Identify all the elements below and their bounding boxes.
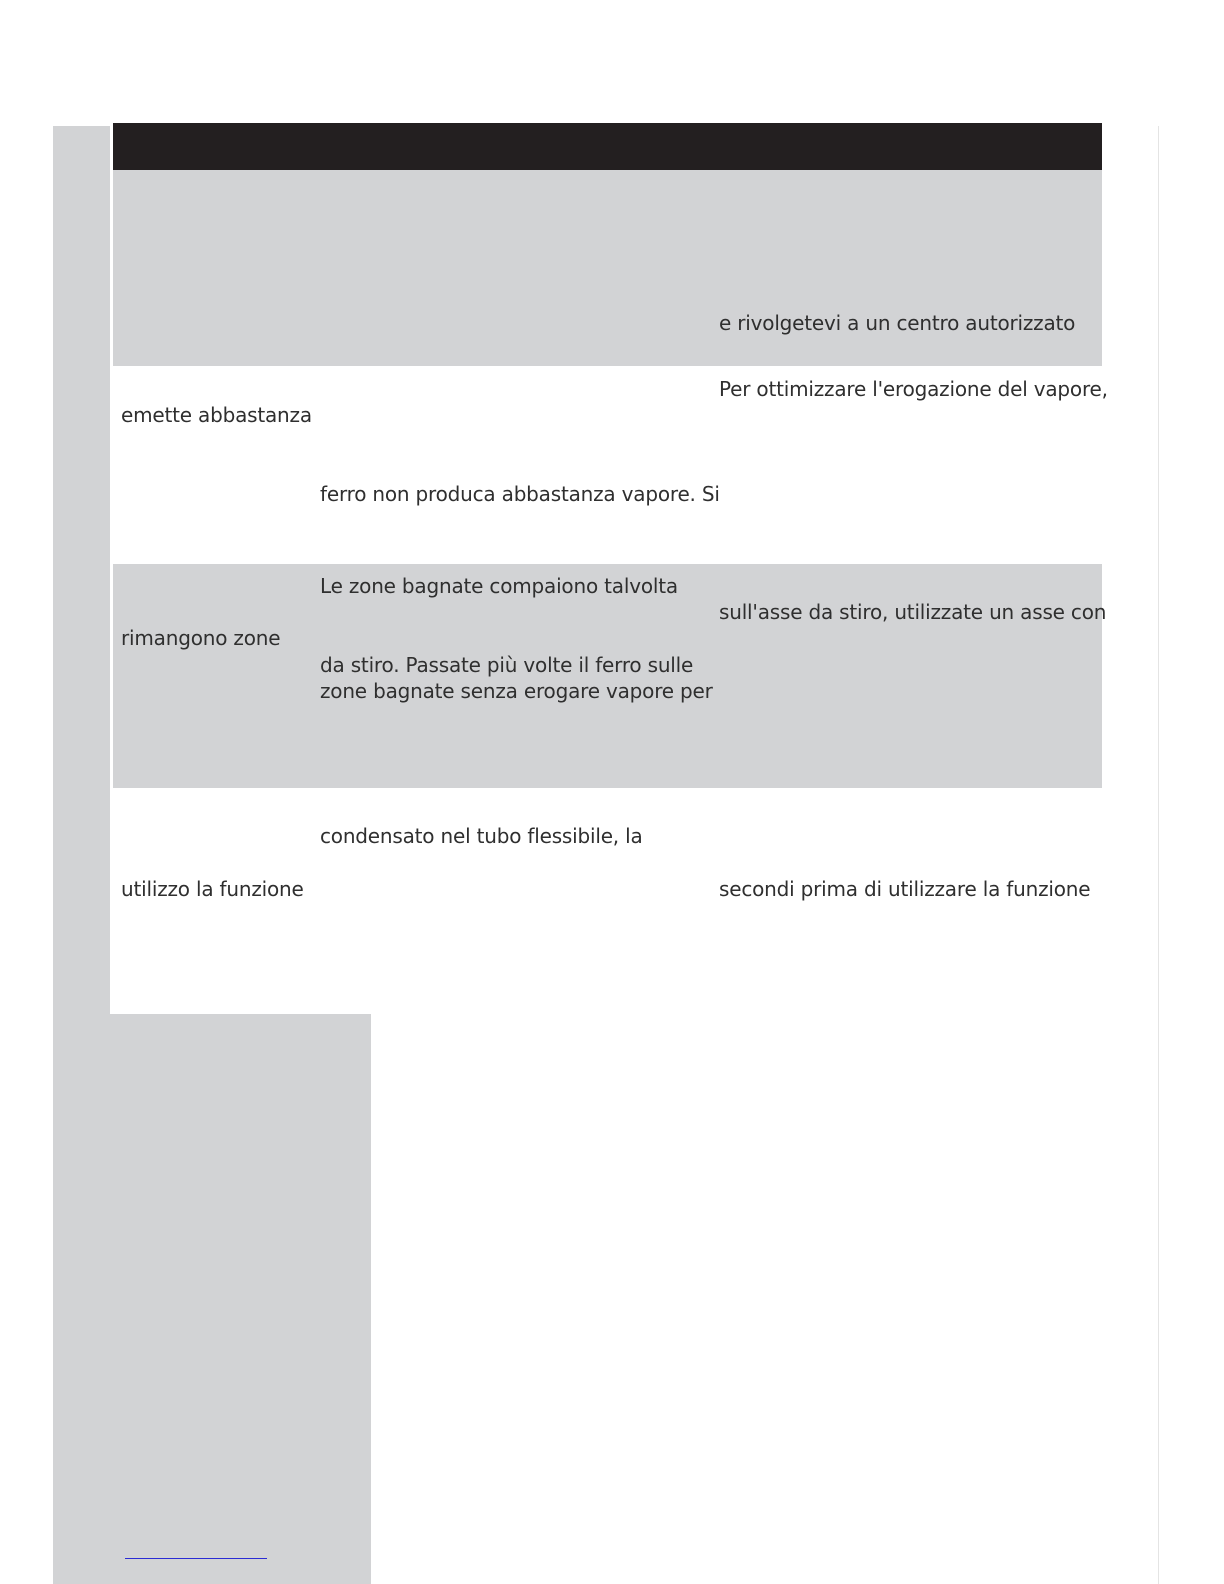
cause-text: Le zone bagnate compaiono talvolta bbox=[320, 574, 678, 598]
page-side-panel bbox=[53, 1014, 371, 1584]
cause-text: zone bagnate senza erogare vapore per bbox=[320, 679, 713, 703]
page-right-rule bbox=[1158, 126, 1159, 1584]
link-underline[interactable] bbox=[125, 1558, 267, 1559]
table-header-bar bbox=[113, 123, 1102, 170]
problem-text: emette abbastanza bbox=[121, 403, 312, 427]
solution-text: sull'asse da stiro, utilizzate un asse con bbox=[719, 600, 1107, 624]
cause-text: condensato nel tubo flessibile, la bbox=[320, 824, 643, 848]
table-row bbox=[113, 170, 1102, 366]
cause-text: ferro non produca abbastanza vapore. Si bbox=[320, 482, 720, 506]
table-row bbox=[113, 366, 1108, 564]
solution-text: secondi prima di utilizzare la funzione bbox=[719, 877, 1091, 901]
solution-text: Per ottimizzare l'erogazione del vapore, bbox=[719, 377, 1108, 401]
cause-text: da stiro. Passate più volte il ferro sulle bbox=[320, 653, 694, 677]
solution-text: e rivolgetevi a un centro autorizzato bbox=[719, 311, 1076, 335]
table-row bbox=[113, 564, 1107, 788]
problem-text: rimangono zone bbox=[121, 626, 281, 650]
table-row bbox=[113, 788, 1102, 1014]
problem-text: utilizzo la funzione bbox=[121, 877, 304, 901]
